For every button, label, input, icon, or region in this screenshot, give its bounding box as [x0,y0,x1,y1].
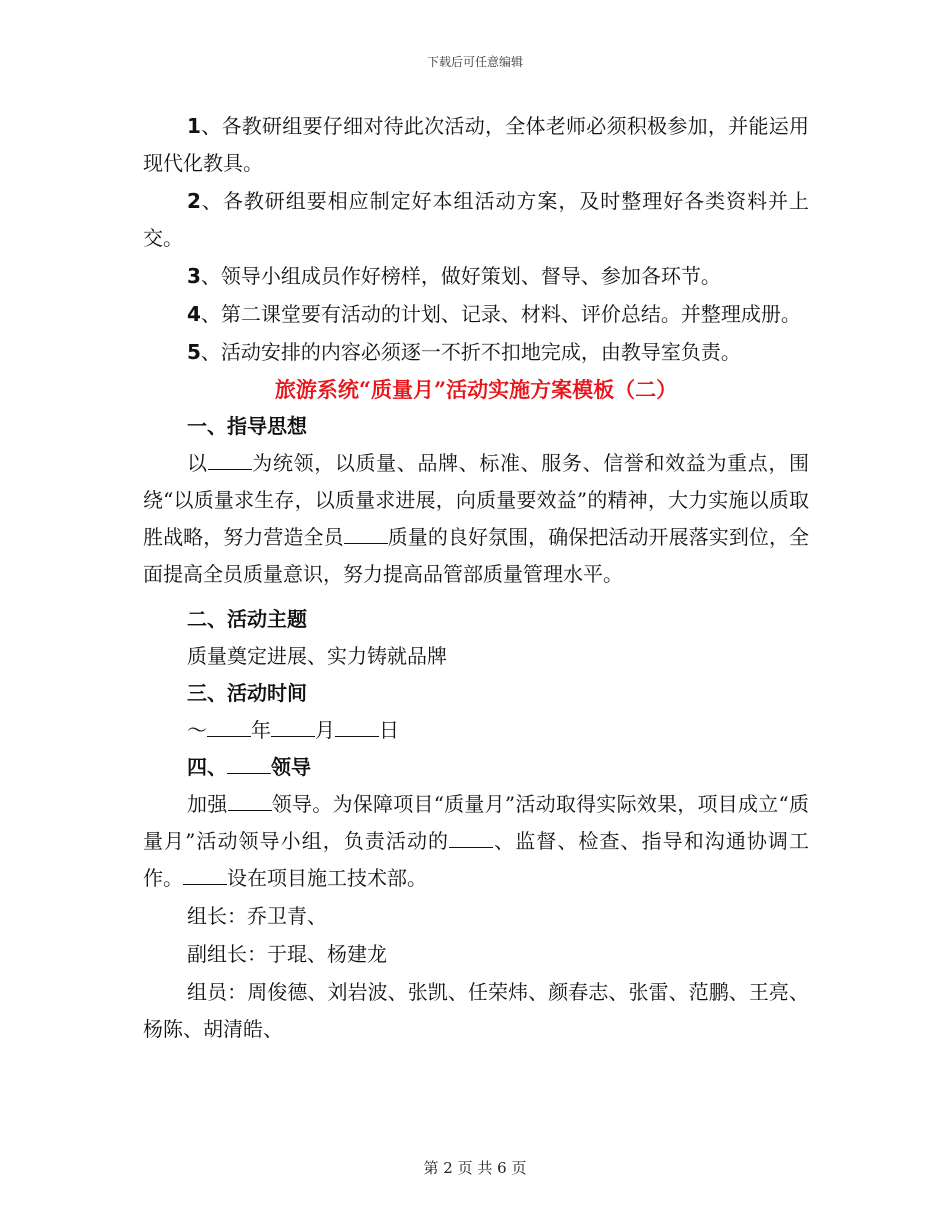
group-members: 组员：周俊德、刘岩波、张凯、任荣炜、颜春志、张雷、范鹏、王亮、杨陈、胡清皓、 [143,980,809,1041]
list-item: 4、第二课堂要有活动的计划、记录、材料、评价总结。并整理成册。 [187,302,801,326]
fill-blank [208,453,252,470]
list-item: 3、领导小组成员作好榜样，做好策划、督导、参加各环节。 [187,264,721,288]
fill-blank [207,720,251,737]
list-item: 5、活动安排的内容必须逐一不折不扣地完成，由教导室负责。 [187,340,741,364]
heading-guiding-ideology: 一、指导思想 [187,414,307,438]
heading-activity-time: 三、活动时间 [187,681,307,705]
fill-blank [335,720,379,737]
heading-activity-theme: 二、活动主题 [187,607,307,631]
fill-blank [449,831,493,848]
list-item: 1、各教研组要仔细对待此次活动，全体老师必须积极参加，并能运用现代化教具。 [143,114,809,175]
section-title: 旅游系统“质量月”活动实施方案模板（二） [274,377,678,402]
fill-blank [271,720,315,737]
fill-blank [183,868,227,885]
heading-leadership: 四、 领导 [187,755,311,779]
activity-time-text: ～ 年 月 日 [187,718,399,742]
page-header: 下载后可任意编辑 [426,55,523,69]
fill-blank [228,794,272,811]
fill-blank [227,757,271,774]
activity-theme-text: 质量奠定进展、实力铸就品牌 [187,644,447,668]
page-footer: 第 2 页 共 6 页 [423,1159,527,1177]
leadership-text: 加强 领导。为保障项目“质量月”活动取得实际效果，项目成立“质量月”活动领导小组，负责活动的 、监督、检查、指导和沟通协调工作。 设在项目施工技术部。 [143,792,809,890]
vice-leader: 副组长：于琨、杨建龙 [187,942,387,966]
list-item: 2、各教研组要相应制定好本组活动方案，及时整理好各类资料并上交。 [143,189,809,250]
fill-blank [344,527,388,544]
guiding-ideology-text: 以 为统领，以质量、品牌、标准、服务、信誉和效益为重点，围绕“以质量求生存，以质量求进展，向质量要效益”的精神，大力实施以质取胜战略，努力营造全员 质量的良好氛围，确保把活动开展落实到位，全面提高全员质量意识，努力提高品管部质量管理水平。 [143,451,810,586]
group-leader: 组长：乔卫青、 [187,904,327,928]
document-body [143,108,809,1048]
